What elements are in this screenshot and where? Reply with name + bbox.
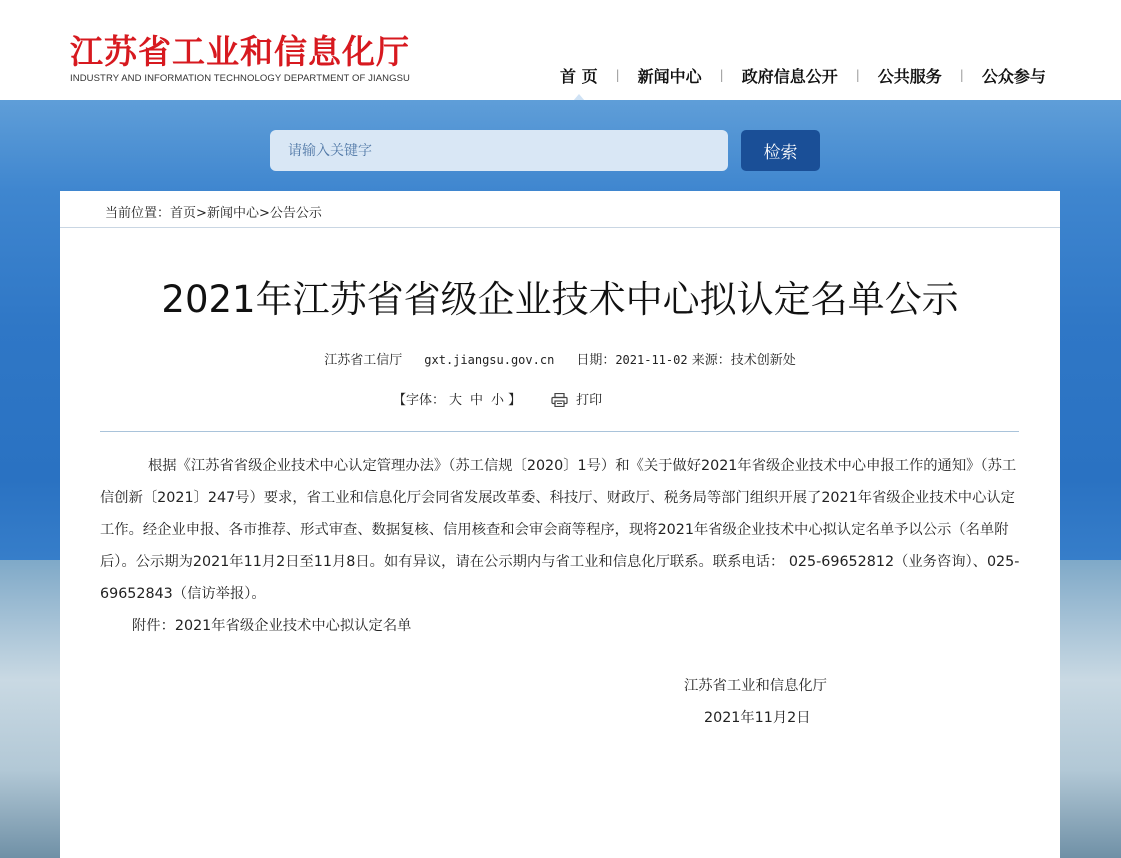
article-title: 2021年江苏省省级企业技术中心拟认定名单公示 (161, 278, 959, 321)
article-paragraph: 根据《江苏省省级企业技术中心认定管理办法》（苏工信规〔2020〕1号）和《关于做好2021年省级企业技术中心申报工作的通知》（苏工信创新〔2021〕247号）要求，省工业和信息化厅会同省发展改革委、科技厅、财政厅、税务局等部门组织开展了2021年省级企业技术中心认定工作。经企业申报、各市推荐、形式审查、数据复核、信用核查和会审会商等程序，现将2021年省级企业技术中心拟认定名单予以公示（名单附后）。公示期为2021年11月2日至11月8日。如有异议，请在公示期内与省工业和信息化厅联系。联系电话： 025-69652812（业务咨询）、025-69652843（信访举报）。 (100, 458, 1020, 602)
article-signature: 江苏省工业和信息化厅 (684, 678, 827, 694)
article-date-label: 日期： (576, 353, 616, 368)
nav-item-news[interactable]: 新闻中心 (637, 66, 702, 86)
banner-scenery-right (1051, 560, 1121, 858)
search-input[interactable] (288, 143, 710, 159)
content-panel (60, 191, 1060, 858)
breadcrumb-home[interactable]: 首页 (170, 206, 197, 221)
breadcrumb-separator: > (258, 206, 270, 221)
search-button[interactable]: 检索 (741, 130, 820, 171)
nav-separator: | (615, 68, 620, 82)
article-attachment[interactable]: 附件：2021年省级企业技术中心拟认定名单 (132, 618, 412, 634)
font-size-label-open: 【字体： (393, 393, 446, 408)
article-sign-date: 2021年11月2日 (704, 710, 811, 726)
site-logo-subtitle: INDUSTRY AND INFORMATION TECHNOLOGY DEPARTMENT OF JIANGSU (70, 73, 411, 84)
breadcrumb-divider (60, 227, 1060, 228)
nav-separator: | (719, 68, 724, 82)
main-nav (560, 62, 1046, 88)
nav-item-participation[interactable]: 公众参与 (981, 66, 1046, 86)
article-publisher: 江苏省工信厅 (324, 353, 403, 368)
nav-separator: | (959, 68, 964, 82)
article-tools (393, 389, 602, 408)
font-size-medium[interactable]: 中 (470, 393, 484, 408)
breadcrumb-news[interactable]: 新闻中心 (206, 206, 259, 221)
breadcrumb-separator: > (196, 206, 207, 221)
printer-icon[interactable] (551, 393, 568, 407)
breadcrumb-notice[interactable]: 公告公示 (269, 206, 322, 221)
article-source-label: 来源： (691, 353, 731, 368)
article-site: gxt.jiangsu.gov.cn (424, 353, 555, 367)
print-link[interactable]: 打印 (576, 393, 603, 408)
font-size-label-close: 】 (508, 393, 522, 408)
article-source: 技术创新处 (730, 353, 796, 368)
breadcrumb-prefix: 当前位置： (105, 206, 171, 221)
article-body (100, 450, 1020, 642)
content-divider (100, 431, 1019, 432)
nav-separator: | (855, 68, 860, 82)
site-logo-title[interactable]: 江苏省工业和信息化厅 (70, 32, 410, 71)
breadcrumb (105, 202, 322, 221)
font-size-small[interactable]: 小 (491, 393, 505, 408)
nav-item-gov-info[interactable]: 政府信息公开 (741, 66, 838, 86)
site-header (0, 0, 1121, 100)
nav-item-home[interactable]: 首 页 (560, 64, 598, 87)
article-meta (60, 349, 1060, 368)
nav-item-public-service[interactable]: 公共服务 (877, 66, 942, 86)
article-date: 2021-11-02 (615, 353, 688, 367)
search-bar (270, 130, 728, 171)
font-size-large[interactable]: 大 (449, 393, 463, 408)
